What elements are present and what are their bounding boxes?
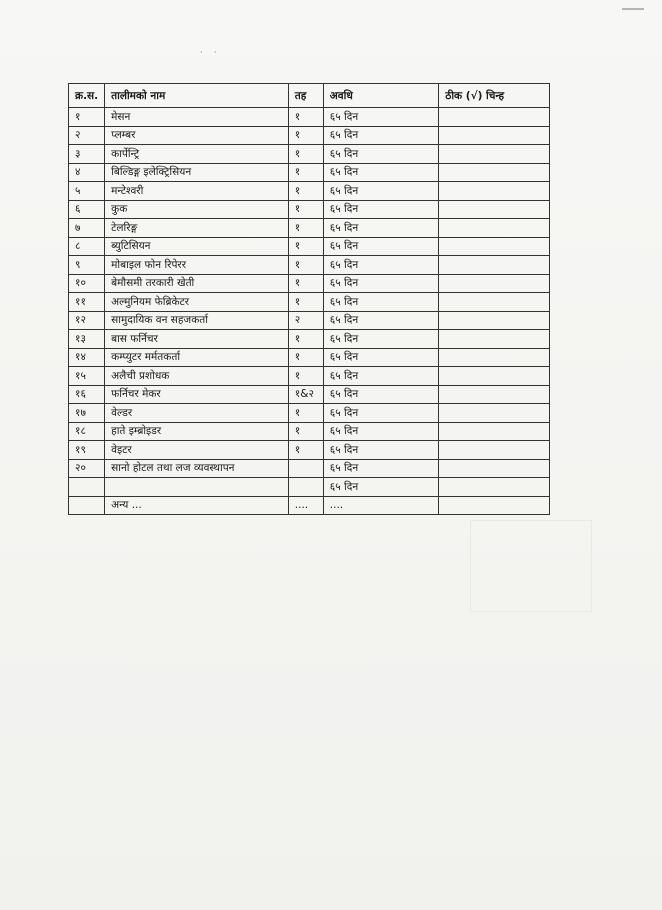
- check-mark-cell[interactable]: [439, 163, 550, 182]
- duration-cell: ६५ दिन: [323, 293, 438, 312]
- level-cell: १: [288, 441, 323, 460]
- table-row: [69, 256, 550, 275]
- level-cell: १: [288, 126, 323, 145]
- table-row: [69, 441, 550, 460]
- level-cell: १: [288, 404, 323, 423]
- check-mark-cell[interactable]: [439, 237, 550, 256]
- level-cell: १: [288, 237, 323, 256]
- header-training-name: तालीमको नाम: [105, 84, 289, 108]
- serial-number-cell: ५: [69, 182, 105, 201]
- page-corner-mark: [622, 8, 644, 10]
- level-cell: १: [288, 293, 323, 312]
- serial-number-cell: ८: [69, 237, 105, 256]
- table-row: [69, 422, 550, 441]
- header-check-mark: ठीक (√) चिन्ह: [439, 84, 550, 108]
- serial-number-cell: [69, 496, 105, 515]
- check-mark-cell[interactable]: [439, 182, 550, 201]
- level-cell: १: [288, 330, 323, 349]
- duration-cell: ६५ दिन: [323, 145, 438, 164]
- check-mark-cell[interactable]: [439, 293, 550, 312]
- training-name-cell: हाते इम्ब्रोइडर: [105, 422, 289, 441]
- duration-cell: ६५ दिन: [323, 385, 438, 404]
- duration-cell: ६५ दिन: [323, 256, 438, 275]
- table-row: [69, 145, 550, 164]
- level-cell: १: [288, 422, 323, 441]
- table-row: [69, 367, 550, 386]
- training-name-cell: [105, 478, 289, 497]
- show-through-mark: [470, 520, 592, 612]
- serial-number-cell: १३: [69, 330, 105, 349]
- table-row: [69, 385, 550, 404]
- check-mark-cell[interactable]: [439, 348, 550, 367]
- table-header: [69, 84, 550, 108]
- level-cell: १: [288, 367, 323, 386]
- level-cell: १: [288, 182, 323, 201]
- duration-cell: ६५ दिन: [323, 219, 438, 238]
- serial-number-cell: २: [69, 126, 105, 145]
- table-body: [69, 108, 550, 515]
- duration-cell: ६५ दिन: [323, 367, 438, 386]
- check-mark-cell[interactable]: [439, 219, 550, 238]
- table-row: [69, 163, 550, 182]
- training-name-cell: कुक: [105, 200, 289, 219]
- check-mark-cell[interactable]: [439, 367, 550, 386]
- training-name-cell: बिल्डिङ्ग इलेक्ट्रिसियन: [105, 163, 289, 182]
- training-name-cell: ब्युटिसियन: [105, 237, 289, 256]
- duration-cell: ....: [323, 496, 438, 515]
- training-name-cell: मेसन: [105, 108, 289, 127]
- level-cell: २: [288, 311, 323, 330]
- duration-cell: ६५ दिन: [323, 163, 438, 182]
- serial-number-cell: १८: [69, 422, 105, 441]
- check-mark-cell[interactable]: [439, 385, 550, 404]
- serial-number-cell: ६: [69, 200, 105, 219]
- table-row: [69, 478, 550, 497]
- serial-number-cell: ३: [69, 145, 105, 164]
- serial-number-cell: २०: [69, 459, 105, 478]
- training-name-cell: सामुदायिक वन सहजकर्ता: [105, 311, 289, 330]
- level-cell: १: [288, 219, 323, 238]
- level-cell: १&२: [288, 385, 323, 404]
- level-cell: १: [288, 348, 323, 367]
- header-level: तह: [288, 84, 323, 108]
- table-row: [69, 274, 550, 293]
- duration-cell: ६५ दिन: [323, 311, 438, 330]
- duration-cell: ६५ दिन: [323, 274, 438, 293]
- training-name-cell: वेइटर: [105, 441, 289, 460]
- duration-cell: ६५ दिन: [323, 422, 438, 441]
- header-serial-number: क्र.स.: [69, 84, 105, 108]
- duration-cell: ६५ दिन: [323, 108, 438, 127]
- serial-number-cell: १२: [69, 311, 105, 330]
- duration-cell: ६५ दिन: [323, 459, 438, 478]
- duration-cell: ६५ दिन: [323, 330, 438, 349]
- level-cell: १: [288, 256, 323, 275]
- serial-number-cell: १४: [69, 348, 105, 367]
- serial-number-cell: १०: [69, 274, 105, 293]
- table-row: [69, 293, 550, 312]
- check-mark-cell[interactable]: [439, 126, 550, 145]
- check-mark-cell[interactable]: [439, 145, 550, 164]
- serial-number-cell: ११: [69, 293, 105, 312]
- table-row: [69, 459, 550, 478]
- check-mark-cell[interactable]: [439, 311, 550, 330]
- serial-number-cell: ७: [69, 219, 105, 238]
- table-row: [69, 404, 550, 423]
- level-cell: १: [288, 274, 323, 293]
- training-name-cell: अलैची प्रशोधक: [105, 367, 289, 386]
- check-mark-cell[interactable]: [439, 496, 550, 515]
- level-cell: ....: [288, 496, 323, 515]
- duration-cell: ६५ दिन: [323, 441, 438, 460]
- training-list-table: [68, 83, 550, 515]
- training-name-cell: कार्पेन्ट्रि: [105, 145, 289, 164]
- duration-cell: ६५ दिन: [323, 348, 438, 367]
- duration-cell: ६५ दिन: [323, 126, 438, 145]
- training-name-cell: मन्टेश्वरी: [105, 182, 289, 201]
- check-mark-cell[interactable]: [439, 441, 550, 460]
- check-mark-cell[interactable]: [439, 108, 550, 127]
- duration-cell: ६५ दिन: [323, 404, 438, 423]
- training-name-cell: मोबाइल फोन रिपेरर: [105, 256, 289, 275]
- training-name-cell: बेमौसमी तरकारी खेती: [105, 274, 289, 293]
- training-name-cell: कम्प्युटर मर्मतकर्ता: [105, 348, 289, 367]
- table-row: [69, 311, 550, 330]
- table-row: [69, 108, 550, 127]
- serial-number-cell: १७: [69, 404, 105, 423]
- header-row: [69, 84, 550, 108]
- serial-number-cell: १५: [69, 367, 105, 386]
- duration-cell: ६५ दिन: [323, 478, 438, 497]
- table-row: [69, 237, 550, 256]
- level-cell: [288, 459, 323, 478]
- check-mark-cell[interactable]: [439, 422, 550, 441]
- duration-cell: ६५ दिन: [323, 200, 438, 219]
- level-cell: १: [288, 145, 323, 164]
- check-mark-cell[interactable]: [439, 478, 550, 497]
- serial-number-cell: [69, 478, 105, 497]
- training-name-cell: वेल्डर: [105, 404, 289, 423]
- serial-number-cell: १६: [69, 385, 105, 404]
- training-name-cell: फर्निचर मेकर: [105, 385, 289, 404]
- check-mark-cell[interactable]: [439, 200, 550, 219]
- training-name-cell: अल्मुनियम फेब्रिकेटर: [105, 293, 289, 312]
- level-cell: १: [288, 200, 323, 219]
- table-row: [69, 496, 550, 515]
- table-row: [69, 348, 550, 367]
- table-row: [69, 330, 550, 349]
- serial-number-cell: १: [69, 108, 105, 127]
- level-cell: [288, 478, 323, 497]
- training-name-cell: प्लम्बर: [105, 126, 289, 145]
- header-duration: अवधि: [323, 84, 438, 108]
- paper-specks: · ·: [200, 48, 221, 58]
- training-name-cell: टेलरिङ्ग: [105, 219, 289, 238]
- table-row: [69, 219, 550, 238]
- serial-number-cell: ४: [69, 163, 105, 182]
- level-cell: १: [288, 163, 323, 182]
- table-row: [69, 182, 550, 201]
- check-mark-cell[interactable]: [439, 459, 550, 478]
- table-row: [69, 126, 550, 145]
- serial-number-cell: १९: [69, 441, 105, 460]
- training-name-cell: अन्य ...: [105, 496, 289, 515]
- table-row: [69, 200, 550, 219]
- duration-cell: ६५ दिन: [323, 182, 438, 201]
- level-cell: १: [288, 108, 323, 127]
- check-mark-cell[interactable]: [439, 256, 550, 275]
- duration-cell: ६५ दिन: [323, 237, 438, 256]
- check-mark-cell[interactable]: [439, 330, 550, 349]
- serial-number-cell: ९: [69, 256, 105, 275]
- training-name-cell: बास फर्निचर: [105, 330, 289, 349]
- check-mark-cell[interactable]: [439, 274, 550, 293]
- training-name-cell: सानो होटल तथा लज व्यवस्थापन: [105, 459, 289, 478]
- check-mark-cell[interactable]: [439, 404, 550, 423]
